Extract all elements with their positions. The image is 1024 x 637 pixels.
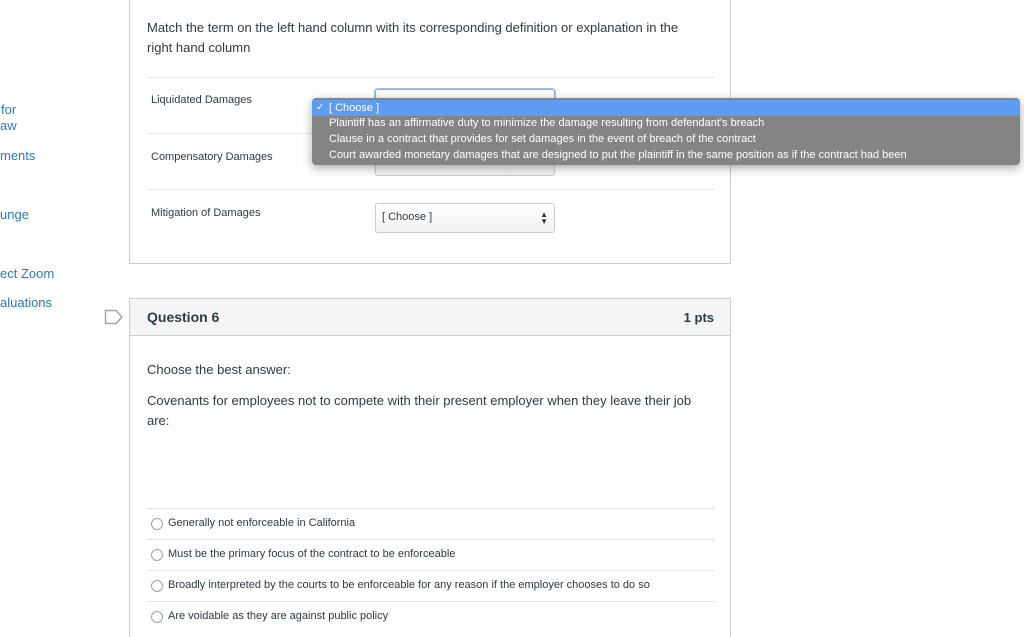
question-title: Question 6 xyxy=(147,309,220,325)
question-points: 1 pts xyxy=(683,310,714,325)
match-term: Liquidated Damages xyxy=(151,94,252,106)
dropdown-option[interactable] xyxy=(312,115,1020,131)
dropdown-option-label: Plaintiff has an affirmative duty to minimize the damage resulting from defendant's breach xyxy=(329,117,765,129)
dropdown-option[interactable] xyxy=(312,147,1020,163)
select-arrows-icon: ▲ ▼ xyxy=(540,210,548,226)
question-instruction: Match the term on the left hand column with its corresponding definition or explanation in the right hand column xyxy=(147,20,679,55)
course-nav-link[interactable]: ments xyxy=(0,148,36,163)
answer-option[interactable] xyxy=(147,508,715,539)
answer-option[interactable] xyxy=(147,539,715,570)
answer-label[interactable]: Broadly interpreted by the courts to be enforceable for any reason if the employer chooses to do so xyxy=(168,579,650,591)
radio-button[interactable] xyxy=(151,518,163,530)
answer-label[interactable]: Are voidable as they are against public policy xyxy=(168,610,389,622)
match-row xyxy=(147,189,715,245)
course-nav xyxy=(0,0,110,637)
match-select[interactable] xyxy=(375,203,555,233)
match-term: Compensatory Damages xyxy=(151,151,273,163)
radio-button[interactable] xyxy=(151,611,163,623)
dropdown-option[interactable] xyxy=(312,131,1020,147)
dropdown-menu xyxy=(312,98,1020,165)
question-prompt: Choose the best answer: xyxy=(147,362,291,377)
dropdown-option[interactable] xyxy=(312,100,1020,116)
dropdown-option-label: [ Choose ] xyxy=(329,102,380,114)
answer-option[interactable] xyxy=(147,570,715,601)
answer-option[interactable] xyxy=(147,601,715,632)
answer-label[interactable]: Must be the primary focus of the contract to be enforceable xyxy=(168,548,456,560)
dropdown-option-label: Clause in a contract that provides for set damages in the event of breach of the contract xyxy=(329,133,756,145)
radio-button[interactable] xyxy=(151,580,163,592)
checkmark-icon: ✓ xyxy=(316,102,325,113)
course-nav-link[interactable]: ect Zoom xyxy=(0,266,55,281)
course-nav-link[interactable]: aw xyxy=(0,118,17,133)
dropdown-option-label: Court awarded monetary damages that are designed to put the plaintiff in the same position as if the contract had been xyxy=(329,149,907,161)
match-term: Mitigation of Damages xyxy=(151,207,261,219)
question-header xyxy=(130,299,730,336)
question-6-card xyxy=(129,298,731,637)
course-nav-link[interactable]: aluations xyxy=(0,295,53,310)
select-value: [ Choose ] xyxy=(382,211,433,223)
flag-question-icon[interactable] xyxy=(104,309,124,330)
course-nav-link[interactable]: for xyxy=(1,102,17,117)
radio-button[interactable] xyxy=(151,549,163,561)
question-text: Covenants for employees not to compete with their present employer when they leave their job are: xyxy=(147,393,692,428)
answer-label[interactable]: Generally not enforceable in California xyxy=(168,517,356,529)
course-nav-link[interactable]: unge xyxy=(0,207,29,222)
